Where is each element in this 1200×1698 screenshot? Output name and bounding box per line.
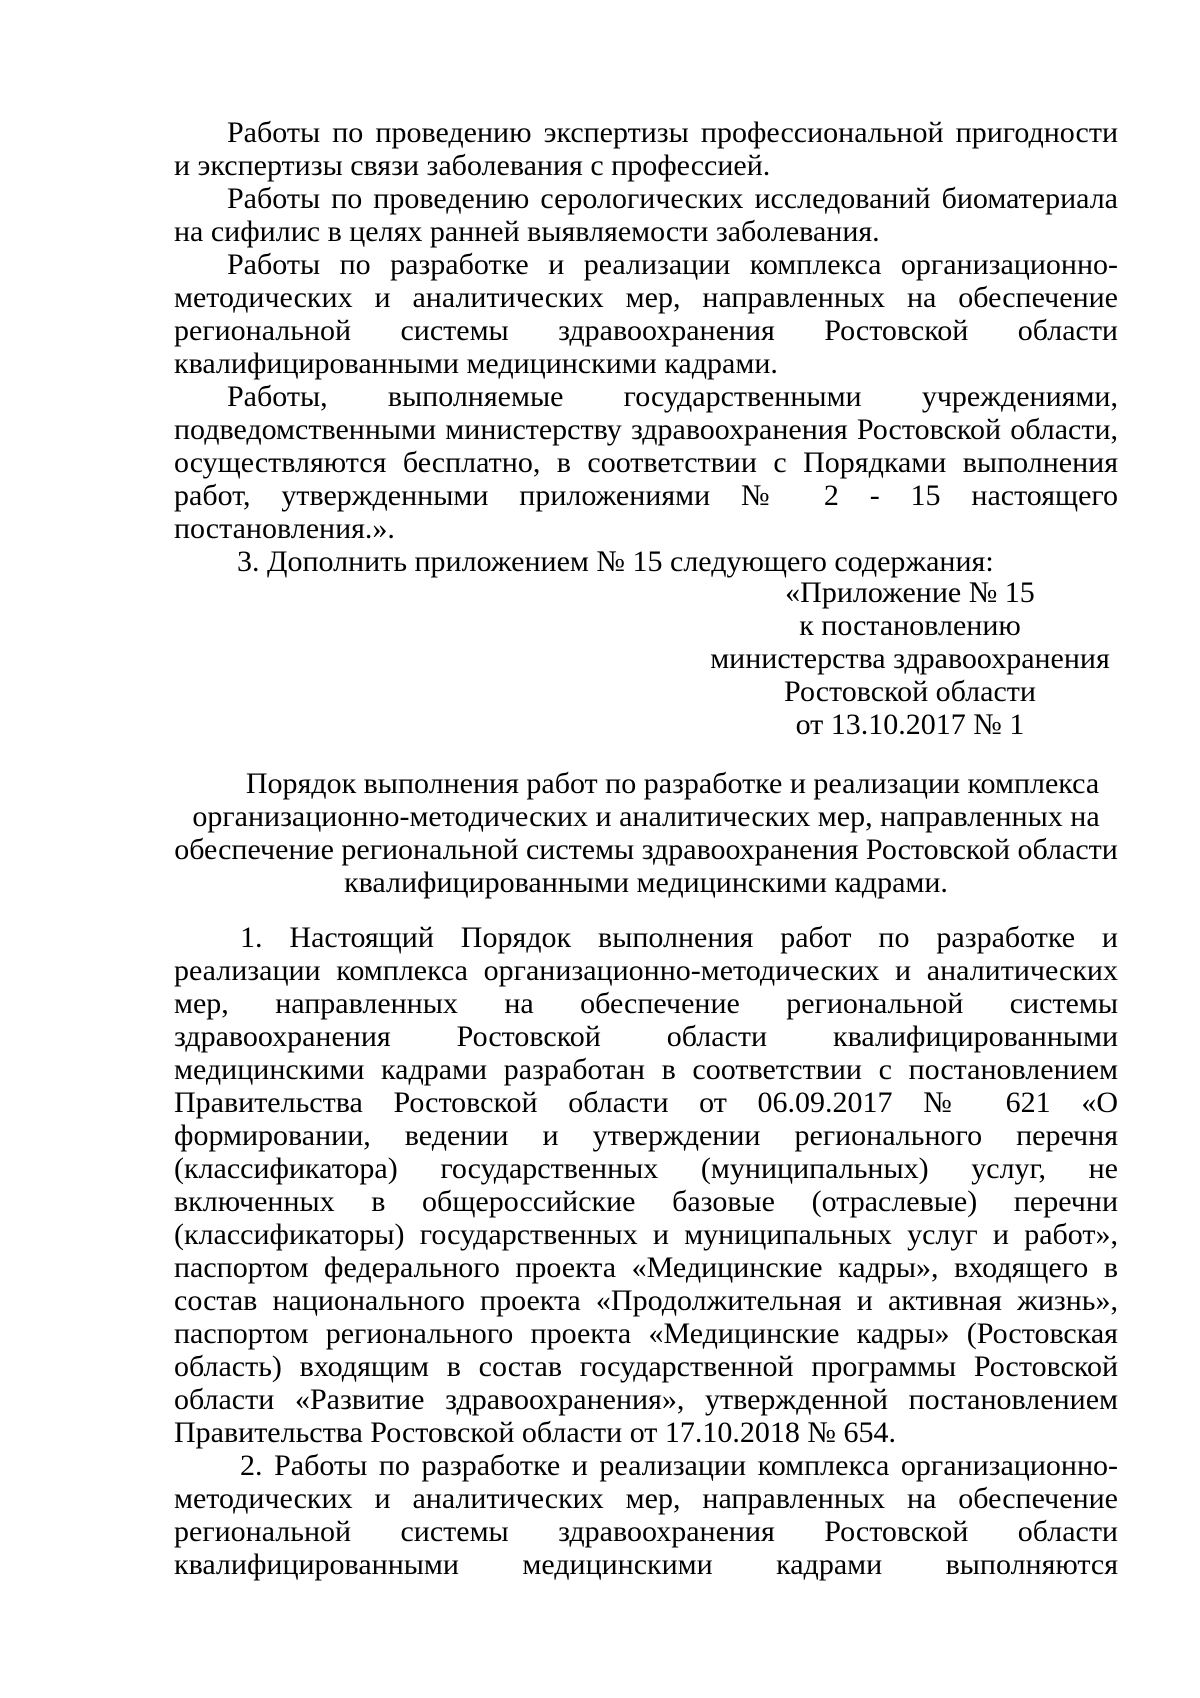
document-title bbox=[174, 767, 1118, 899]
appendix-line: к постановлению bbox=[799, 609, 1021, 642]
appendix-line: от 13.10.2017 № 1 bbox=[795, 708, 1025, 741]
title-line: Порядок выполнения работ по разработке и реализации комплекса bbox=[245, 767, 1100, 800]
title-line: организационно-методических и аналитических мер, направленных на bbox=[192, 800, 1100, 833]
appendix-line: Ростовской области bbox=[784, 675, 1036, 708]
appendix-line: «Приложение № 15 bbox=[785, 576, 1035, 609]
title-line: квалифицированными медицинскими кадрами. bbox=[344, 866, 948, 899]
title-line: обеспечение региональной системы здравоохранения Ростовской области bbox=[174, 833, 1118, 866]
paragraph-clause-1: 1. Настоящий Порядок выполнения работ по разработке и реализации комплекса организационно-методических и аналитических мер, направленных на обеспечение региональной системы здравоохранения Ростовской области квалифицированными медицинскими кадрами разработан в соответствии с постановлением Правительства Ростовской области от 06.09.2017 № 621 «О формировании, ведении и утверждении регионального перечня (классификатора) государственных (муниципальных) услуг, не включенных в общероссийские базовые (отраслевые) перечни (классификаторы) государственных и муниципальных услуг и работ», паспортом федерального проекта «Медицинские кадры», входящего в состав национального проекта «Продолжительная и активная жизнь», паспортом регионального проекта «Медицинские кадры» (Ростовская область) входящим в состав государственной программы Ростовской области «Развитие здравоохранения», утвержденной постановлением Правительства Ростовской области от 17.10.2018 № 654. bbox=[174, 921, 1118, 1449]
appendix-line: министерства здравоохранения bbox=[710, 642, 1110, 675]
intro-paragraphs bbox=[174, 116, 1118, 578]
paragraph-clause-2: 2. Работы по разработке и реализации комплекса организационно-методических и аналитических мер, направленных на обеспечение региональной системы здравоохранения Ростовской области квалифицированными медицинскими кадрами выполняются bbox=[174, 1449, 1118, 1581]
paragraph-expertise: Работы по проведению экспертизы профессиональной пригодности и экспертизы связи заболевания с профессией. bbox=[174, 116, 1118, 182]
appendix-header bbox=[700, 576, 1120, 741]
paragraph-free-of-charge: Работы, выполняемые государственными учреждениями, подведомственными министерству здравоохранения Ростовской области, осуществляются бесплатно, в соответствии с Порядками выполнения работ, утвержденными приложениями № 2 - 15 настоящего постановления.». bbox=[174, 380, 1118, 545]
procedure-paragraphs bbox=[174, 921, 1118, 1581]
paragraph-amendment-3: 3. Дополнить приложением № 15 следующего содержания: bbox=[237, 545, 994, 578]
paragraph-staffing-works: Работы по разработке и реализации комплекса организационно-методических и аналитических мер, направленных на обеспечение региональной системы здравоохранения Ростовской области квалифицированными медицинскими кадрами. bbox=[174, 248, 1118, 380]
paragraph-serology: Работы по проведению серологических исследований биоматериала на сифилис в целях ранней выявляемости заболевания. bbox=[174, 182, 1118, 248]
